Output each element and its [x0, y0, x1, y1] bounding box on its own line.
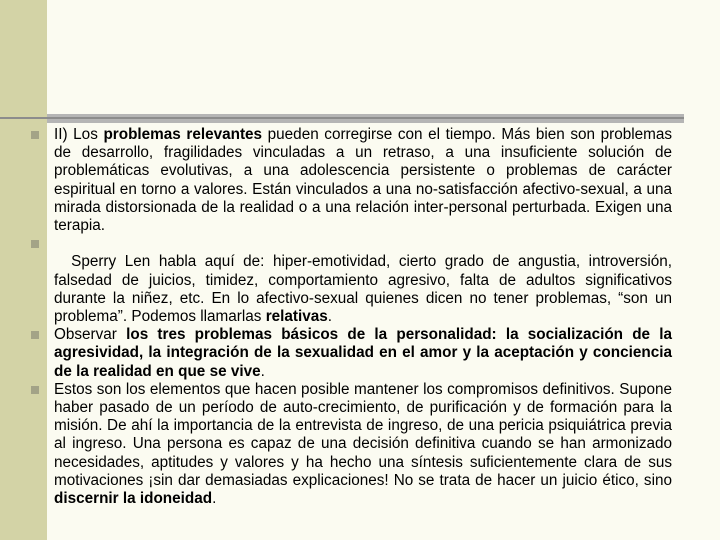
text-segment: . — [260, 362, 265, 380]
text-segment: pueden corregirse con el tiempo. Más bien son problemas de desarrollo, fragilidades vinculadas a un retraso, a una insuficiente solución de problemáticas evolutivas, a una adolescencia persistente o problemas de carácter espiritual en torno a valores. Están vinculados a una no-satisfacción afectivo-sexual, a una mirada distorsionada de la realidad o a una relación inter-personal perturbada. Exigen una terapia. — [54, 126, 673, 235]
bold-text-segment: los tres problemas básicos de la personalidad: la socialización de la agresividad, la integración de la sexualidad en el amor y la aceptación y conciencia de la realidad en que se vive — [54, 326, 673, 380]
square-bullet-icon — [31, 331, 39, 339]
text-segment: . — [327, 308, 333, 326]
bold-text-segment: discernir la idoneidad — [54, 490, 213, 508]
paragraph-4 — [54, 381, 672, 508]
paragraph-1 — [54, 126, 672, 235]
bold-text-segment: relativas — [265, 308, 328, 326]
text-segment: Estos son los elementos que hacen posible mantener los compromisos definitivos. Supone haber pasado de un período de auto-crecimiento, de purificación y de formación para la misión. De ahí la importancia de la entrevista de ingreso, de una pericia psiquiátrica previa al ingreso. Una persona es capaz de una decisión definitiva cuando se han armonizado necesidades, aptitudes y valores y ha hecho una síntesis suficientemente clara de sus motivaciones ¡sin dar demasiadas explicaciones! No se trata de hacer un juicio ético, sino — [54, 380, 672, 489]
text-segment: Observar — [54, 326, 127, 344]
square-bullet-icon — [31, 386, 39, 394]
text-segment: . — [212, 490, 217, 508]
paragraph-2 — [54, 235, 677, 326]
slide-body — [54, 126, 677, 508]
square-bullet-icon — [31, 240, 39, 248]
bold-text-segment: problemas relevantes — [103, 126, 263, 143]
text-segment: Sperry Len habla aquí de: hiper-emotividad, cierto grado de angustia, introversión, falsedad de juicios, timidez, comportamiento agresivo, falta de adultos significativos durante la niñez, etc. En lo afectivo-sexual quienes dicen no tener problemas, “son un problema”. Podemos llamarlas — [54, 253, 677, 326]
text-segment: II) Los — [54, 126, 104, 143]
horizontal-rule-line — [0, 117, 684, 119]
left-decorative-band — [0, 0, 47, 540]
square-bullet-icon — [31, 131, 39, 139]
paragraph-3 — [54, 326, 672, 381]
